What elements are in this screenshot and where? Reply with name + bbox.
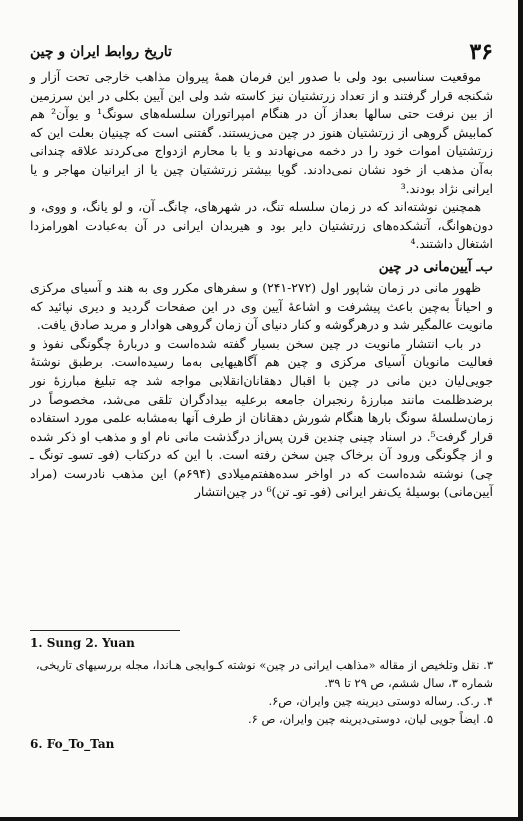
footnote-rule [30, 630, 180, 631]
page-edge [518, 0, 523, 821]
paragraph: همچنین نوشته‌اند که در زمان سلسله تنگ، در شهرهای، چانگ‌ـ آن، و لو یانگ، و ووی، و دون‌هوانگ، آتشکده‌های زرتشتیان دایر بود و هیربدان ایرانی در آن به‌عبادت اهورامزدا اشتغال داشتند.⁴ [30, 199, 493, 252]
paragraph: در باب انتشار مانویت در چین سخن بسیار گفته شده‌است و دربارهٔ چگونگی نفوذ و فعالیت مانویان آسیای مرکزی و چین هم آگاهیهایی به‌ما رسیده‌است. برطبق نوشتهٔ جویی‌لیان دین مانی در چین با اقبال دهقانان‌انقلابی مواجه شد چه تبلیغ مبارزهٔ نور برضدظلمت مانند مبارزهٔ رنجبران جامعه برعلیه بیدادگران تلقی می‌شد، مخصوصاً در زمان‌سلسلهٔ سونگ بارها هنگام شورش دهقانان از طرف آنها به‌مشابه علمی مورد استفاده قرار گرفت⁵. در اسناد چینی چندین قرن پس‌از درگذشت مانی نام او و مذهب او ذکر شده و از چگونگی ورود آن برخاک چین سخن رفته است. با این که درکتاب (فو‌ـ تسو‌ـ تونگ ‌ـ چی) نوشته شده‌است که در اواخر سده‌هفتم‌میلادی (۶۹۴م) این مذهب نادرست (مراد آیین‌مانی) بوسیلهٔ یک‌نفر ایرانی (فو‌ـ تو‌ـ تن)⁶ در چین‌انتشار [30, 335, 494, 500]
section-heading: ب‌ـ آیین‌مانی در چین [378, 258, 493, 275]
running-title: تاریخ روابط ایران و چین [30, 44, 172, 60]
page-number: ۳۶ [469, 39, 493, 65]
page-edge [0, 817, 523, 821]
body-text [30, 68, 493, 502]
footnote: ۴. ر.ک. رساله دوستی دیرینه چین وایران، ص۶. [268, 694, 493, 708]
footnote-latin-name: 6. Fo_To_Tan [30, 737, 115, 751]
footnote: ۵. ایضاً جویی لیان، دوستی‌دیرینه چین وایران، ص ۶. [247, 712, 493, 726]
paragraph: ظهور مانی در زمان شاپور اول (۲۷۲-۲۴۱) و سفرهای مکرر وی به هند و آسیای مرکزی و احیاناً به‌چین باعث پیشرفت و اشاعهٔ آیین وی در این صفحات گردید و دیری نپائید که مانویت عالمگیر شد و درهرگوشه و کنار دنیای آن زمان گروهی هوادار و مرید صادق یافت. [30, 279, 493, 333]
page-header [30, 40, 493, 64]
footnote-latin-names: 1. Sung 2. Yuan [30, 636, 135, 650]
footnotes [30, 656, 493, 728]
footnote: ۳. نقل وتلخیص از مقاله «مذاهب ایرانی در چین» نوشته کـوایجی هـاندا، مجله بررسیهای تاریخی، شماره ۳، سال ششم، ص ۲۹ تا ۳۹. [35, 658, 493, 690]
paragraph: موقعیت سناسبی بود ولی با صدور این فرمان همهٔ پیروان مذاهب خارجی تحت آزار و شکنجه قرار گرفتند و از تعداد زرتشتیان نیز کاسته شد ولی این آیین بکلی در این سرزمین از بین نرفت حتی سالها بعداز آن در هنگام امپراتوران سلسله‌های سونگ¹ و یوآن² هم کمابیش گروهی از زرتشتیان هنوز در چین می‌زیستند. گفتنی است که چینیان بعلت این که زرتشتیان اموات خود را در دخمه می‌نهادند و یا با محارم ازدواج می‌کردند علاقه چندانی به‌آن مذهب از خود نشان نمی‌دادند. گویا بیشتر زرتشتیان چین یا از ایرانیان مهاجر و یا ایرانی نژاد بودند.³ [30, 69, 493, 196]
